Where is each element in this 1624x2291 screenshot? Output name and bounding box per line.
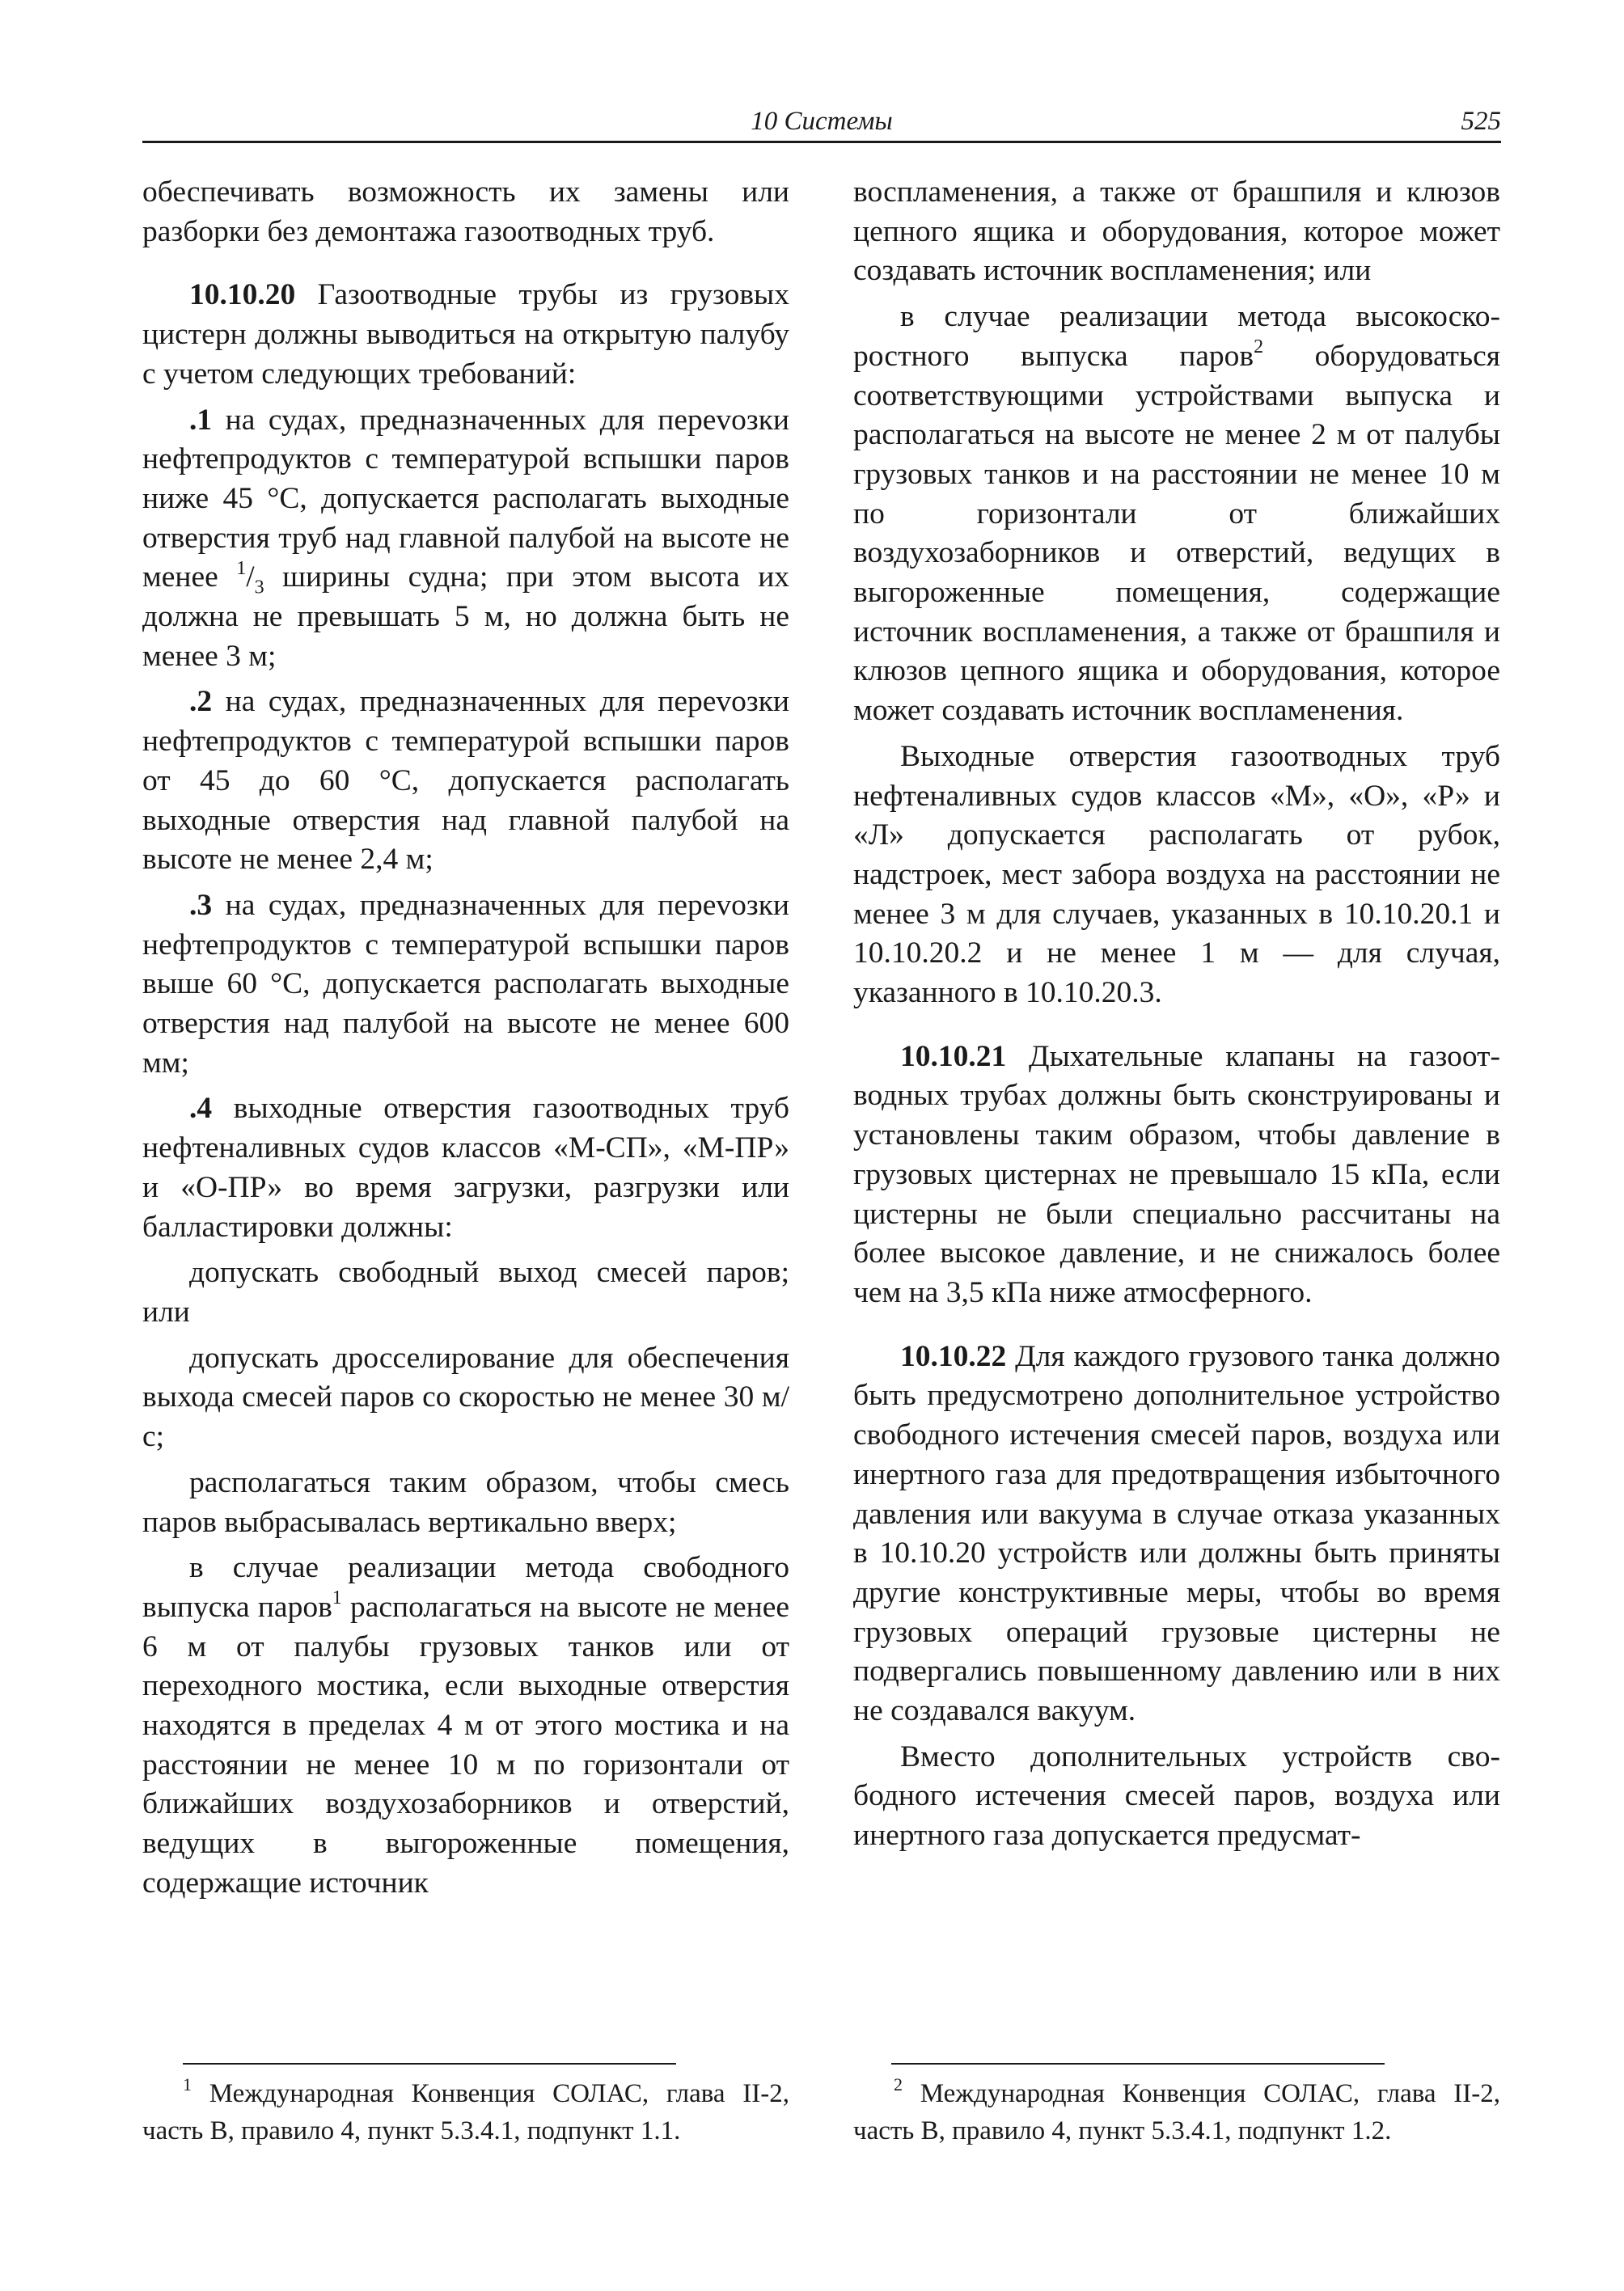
paragraph-outlets: Выходные отверстия газоотводных труб нефтеналивных судов классов «М», «О», «Р» и «Л» допускается располагать от рубок, надстроек, мест забора воздуха на расстоянии не менее 3 м для случаев, указанных в 10.10.20.1 и 10.10.20.2 и не менее 1 м — для случая, указанного в 10.10.20.3.	[853, 739, 1500, 1010]
section-title: 10 Системы	[751, 107, 893, 136]
paragraph-continuation: воспламенения, а также от брашпиля и клюзов цепного ящика и оборудования, которое может создавать источник воспламенения; или	[853, 175, 1500, 288]
item-number: .1	[189, 403, 213, 437]
footnote-1: $^1$ Международная Конвенция СОЛАС, глава II-2, часть B, правило 4, пункт 5.3.4.1, подпункт 1.1.	[142, 2074, 789, 2145]
sub-item-free-release: допускать свободный выход смесей паров; или	[142, 1256, 789, 1329]
clause-number: 10.10.20	[189, 278, 296, 312]
item-number: .4	[189, 1092, 213, 1126]
item-number: .3	[189, 888, 213, 922]
clause-10-10-21: 10.10.21 Дыхательные клапаны на газоотводных трубах должны быть сконструированы и установлены таким образом, чтобы давление в грузовых цистернах не превышало 15 кПа, если цистерны не были специально рассчитаны на более высокое давление, и не снижалось более чем на 3,5 кПа ниже атмосферного.	[853, 1039, 1500, 1309]
list-item-4: .4 выходные отверстия газоотводных труб нефтеналивных судов классов «М-СП», «М-ПР» и «О-ПР» во время загрузки, разгрузки или балластировки должны:	[142, 1092, 789, 1244]
footnote-mark: 2	[894, 2074, 903, 2094]
list-item-3: .3 на судах, предназначенных для переvозки нефтепродуктов с температурой вспышки паров выше 60 °С, допускается располагать выходные отверстия над палубой на высоте не менее 600 мм;	[142, 888, 789, 1080]
footnote-ref-1[interactable]: 1	[332, 1587, 342, 1609]
sub-item-free-release-method: в случае реализации метода свободного выпуска паров$^1$ располагаться на высоте не менее 6 м от палубы грузовых танков или от переходного мостика, если выходные отверстия находятся в пределах 4 м от этого мостика и на расстоянии не менее 10 м по горизонтали от ближайших воздухозаборников и отверстий, ведущих в выгороженные помещения, содержащие источник	[142, 1551, 789, 1900]
running-header	[142, 102, 1501, 143]
footnote-divider	[183, 2063, 676, 2065]
sub-item-high-velocity-method: в случае реализации метода высокоскоростного выпуска паров$^2$ оборудоваться соответствующими устройствами выпуска и располагаться на высоте не менее 2 м от палубы грузовых танков и на расстоянии не менее 10 м по горизонтали от ближайших воздухозаборников и отверстий, ведущих в выгороженные помещения, содержащие источник воспламенения, а также от брашпиля и клюзов цепного ящика и оборудования, которое может создавать источник воспламенения.	[853, 300, 1500, 728]
footnote-divider	[891, 2063, 1385, 2065]
list-item-2: .2 на судах, предназначенных для переvозки нефтепродуктов с температурой вспышки паров от 45 до 60 °С, допускается располагать выходные отверстия над главной палубой на высоте не менее 2,4 м;	[142, 685, 789, 877]
clause-number: 10.10.21	[900, 1039, 1007, 1073]
clause-10-10-22: 10.10.22 Для каждого грузового танка должно быть предусмотрено дополнительное устройство свободного истечения смесей паров, воздуха или инертного газа для предотвращения избыточного давления или вакуума в случае отказа указанных в 10.10.20 устройств или должны быть приняты другие конструктивные меры, чтобы во время грузовых операций грузовые цистерны не подвергались повышенному давлению или в них не создавался вакуум.	[853, 1339, 1500, 1728]
page-number: 525	[1461, 107, 1501, 136]
item-number: .2	[189, 685, 213, 719]
clause-10-10-20: 10.10.20 Газоотводные трубы из грузовых цистерн должны выводиться на открытую палубу с учетом следующих требований:	[142, 278, 789, 391]
paragraph-instead: Вместо дополнительных устройств свободного истечения смесей паров, воздуха или инертного газа допускается предусмат-	[853, 1739, 1500, 1853]
footnote-2: $^2$ Международная Конвенция СОЛАС, глава II-2, часть B, правило 4, пункт 5.3.4.1, подпункт 1.2.	[853, 2074, 1500, 2145]
sub-item-vertical: располагаться таким образом, чтобы смесь паров выбрасывалась вертикально вверх;	[142, 1465, 789, 1539]
left-column	[142, 173, 789, 1910]
paragraph-continuation: обеспечивать возможность их замены или разборки без демонтажа газоотводных труб.	[142, 175, 789, 248]
right-column	[853, 173, 1500, 1862]
fraction-one-third: $^1/_3$	[236, 557, 264, 598]
list-item-1: .1 на судах, предназначенных для переvозки нефтепродуктов с температурой вспышки паров ниже 45 °С, допускается располагать выходные отверстия труб над главной палубой на высоте не менее $^1/_3$ ширины судна; при этом высота их должна не превышать 5 м, но должна быть не менее 3 м;	[142, 403, 790, 673]
sub-item-throttling: допускать дросселирование для обеспечения выхода смесей паров со скоростью не менее 30 м/с;	[142, 1341, 789, 1454]
clause-number: 10.10.22	[900, 1339, 1007, 1373]
footnote-ref-2[interactable]: 2	[1254, 336, 1264, 358]
footnote-mark: 1	[183, 2074, 192, 2094]
